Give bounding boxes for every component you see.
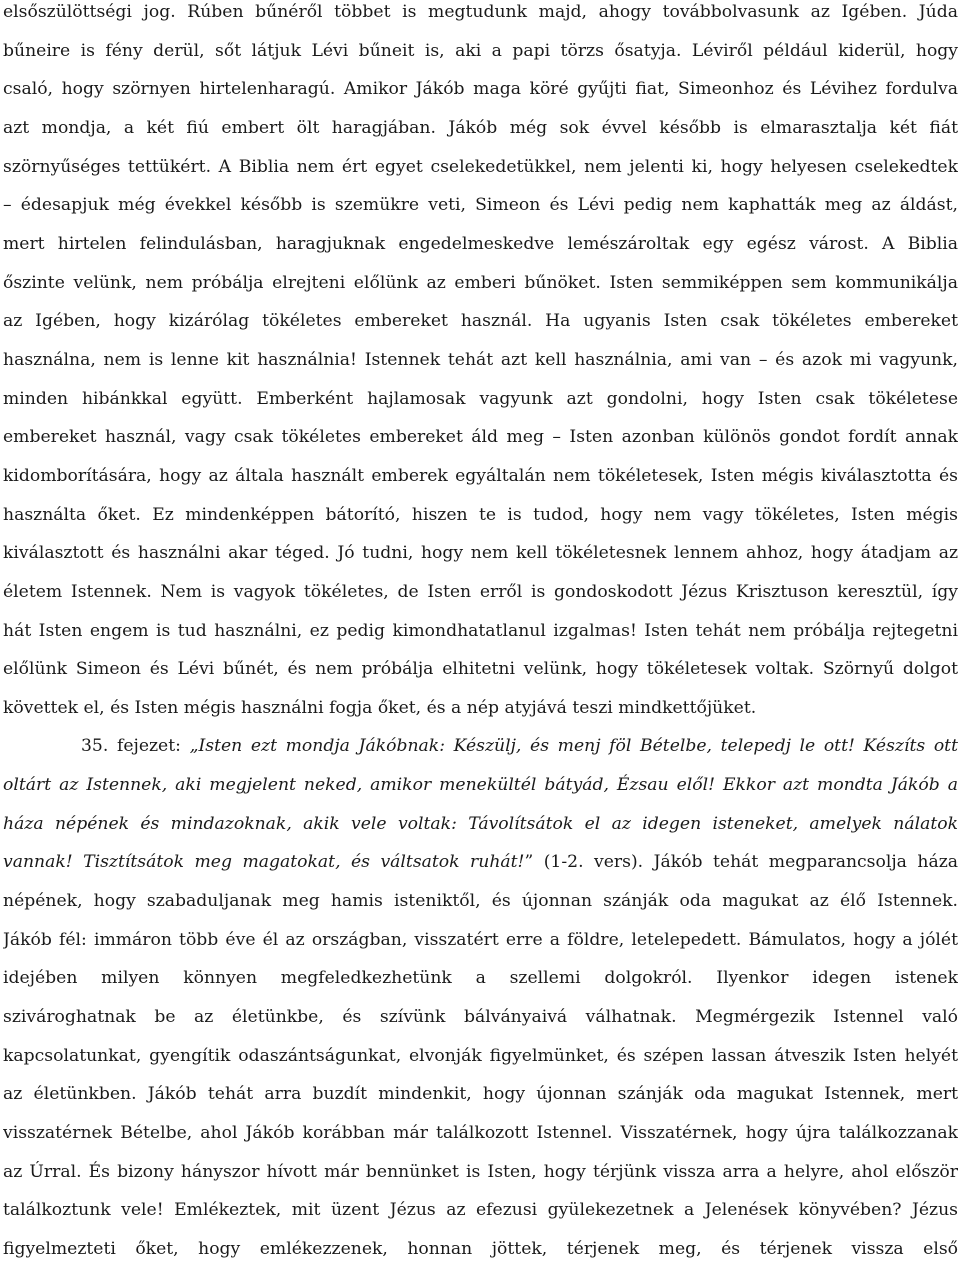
text-line: előlünk Simeon és Lévi bűnét, és nem próbálja elhitetni velünk, hogy tökéletesek voltak. Szörnyű dolgot xyxy=(3,659,958,680)
text-line: embereket használ, vagy csak tökéletes embereket áld meg – Isten azonban különös gondot fordít annak xyxy=(3,427,958,448)
text-line xyxy=(3,843,958,882)
scripture-quote: vannak! Tisztítsátok meg magatokat, és váltsatok ruhát! xyxy=(3,852,525,873)
text-line: kiválasztott és használni akar téged. Jó tudni, hogy nem kell tökéletesnek lennem ahhoz, hogy átadjam az xyxy=(3,543,958,564)
text-line: csaló, hogy szörnyen hirtelenharagú. Amikor Jákób maga köré gyűjti fiat, Simeonhoz és Lévihez fordulva xyxy=(3,79,958,100)
paragraph-2 xyxy=(3,727,958,1266)
text-line: követtek el, és Isten mégis használni fogja őket, és a nép atyjává teszi mindkettőjüket. xyxy=(3,697,757,718)
paragraph-1 xyxy=(3,0,958,727)
text-line: használta őket. Ez mindenképpen bátorító, hiszen te is tudod, hogy nem vagy tökéletes, Isten mégis xyxy=(3,504,958,525)
chapter-reference: 35. fejezet: xyxy=(81,736,190,757)
verse-reference: ” (1-2. vers). Jákób tehát megparancsolja háza xyxy=(524,852,958,873)
text-line: idejében milyen könnyen megfeledkezhetünk a szellemi dolgokról. Ilyenkor idegen istenek xyxy=(3,968,958,989)
text-line: népének, hogy szabaduljanak meg hamis isteniktől, és újonnan szánják oda magukat az élő Istennek. xyxy=(3,891,958,912)
text-line: szivároghatnak be az életünkbe, és szívünk bálványaivá válhatnak. Megmérgezik Istennel való xyxy=(3,1007,958,1028)
text-line: bűneire is fény derül, sőt látjuk Lévi bűneit is, aki a papi törzs ősatyja. Léviről például kiderül, hogy xyxy=(3,40,958,61)
text-line: azt mondja, a két fiú embert ölt haragjában. Jákób még sok évvel később is elmarasztalja két fiát xyxy=(3,117,958,138)
text-line: az életünkben. Jákób tehát arra buzdít mindenkit, hogy újonnan szánják oda magukat Istennek, mert xyxy=(3,1084,958,1105)
text-line: minden hibánkkal együtt. Emberként hajlamosak vagyunk azt gondolni, hogy Isten csak tökéletese xyxy=(3,388,958,409)
text-line: elsőszülöttségi jog. Rúben bűnéről többet is megtudunk majd, ahogy továbbolvasunk az Igében. Júda xyxy=(3,2,958,22)
text-line: szörnyűséges tettükért. A Biblia nem ért egyet cselekedetükkel, nem jelenti ki, hogy helyesen cselekedtek xyxy=(3,156,958,177)
text-line: életem Istennek. Nem is vagyok tökéletes, de Isten erről is gondoskodott Jézus Krisztuson keresztül, így xyxy=(3,581,958,602)
text-line xyxy=(3,766,958,805)
text-line: kapcsolatunkat, gyengítik odaszántságunkat, elvonják figyelmünket, és szépen lassan átveszik Isten helyét xyxy=(3,1045,958,1066)
scripture-quote: oltárt az Istennek, aki megjelent neked, amikor menekültél bátyád, Ézsau elől! Ekkor azt mondta Jákób a xyxy=(3,775,958,796)
text-line: az Úrral. És bizony hányszor hívott már bennünket is Isten, hogy térjünk vissza arra a helyre, ahol először xyxy=(3,1161,958,1182)
scripture-quote: „Isten ezt mondja Jákóbnak: Készülj, és menj föl Bételbe, telepedj le ott! Készíts ott xyxy=(189,736,958,757)
text-line: kidomborítására, hogy az általa használt emberek egyáltalán nem tökéletesek, Isten mégis kiválasztotta és xyxy=(3,465,958,486)
text-line: Jákób fél: immáron több éve él az országban, visszatért erre a földre, letelepedett. Bámulatos, hogy a jólét xyxy=(3,929,958,950)
text-line xyxy=(3,805,958,844)
text-line: őszinte velünk, nem próbálja elrejteni előlünk az emberi bűnöket. Isten semmiképpen sem kommunikálja xyxy=(3,272,958,293)
text-line xyxy=(3,727,958,766)
text-line: visszatérnek Bételbe, ahol Jákób korábban már találkozott Istennel. Visszatérnek, hogy újra találkozzanak xyxy=(3,1123,958,1144)
scripture-quote: háza népének és mindazoknak, akik vele voltak: Távolítsátok el az idegen isteneket, amelyek nálatok xyxy=(3,813,958,834)
text-line: mert hirtelen felindulásban, haragjuknak engedelmeskedve lemészároltak egy egész várost. A Biblia xyxy=(3,233,958,254)
text-line: figyelmezteti őket, hogy emlékezzenek, honnan jöttek, térjenek meg, és térjenek vissza első xyxy=(3,1239,958,1259)
text-line: használna, nem is lenne kit használnia! Istennek tehát azt kell használnia, ami van – és azok mi vagyunk, xyxy=(3,349,958,370)
text-line: hát Isten engem is tud használni, ez pedig kimondhatatlanul izgalmas! Isten tehát nem próbálja rejtegetni xyxy=(3,620,958,641)
text-line: az Igében, hogy kizárólag tökéletes embereket használ. Ha ugyanis Isten csak tökéletes embereket xyxy=(3,311,958,332)
text-line: találkoztunk vele! Emlékeztek, mit üzent Jézus az efezusi gyülekezetnek a Jelenések könyvében? Jézus xyxy=(3,1200,958,1221)
text-line: – édesapjuk még évekkel később is szemükre veti, Simeon és Lévi pedig nem kaphatták meg az áldást, xyxy=(3,195,958,216)
